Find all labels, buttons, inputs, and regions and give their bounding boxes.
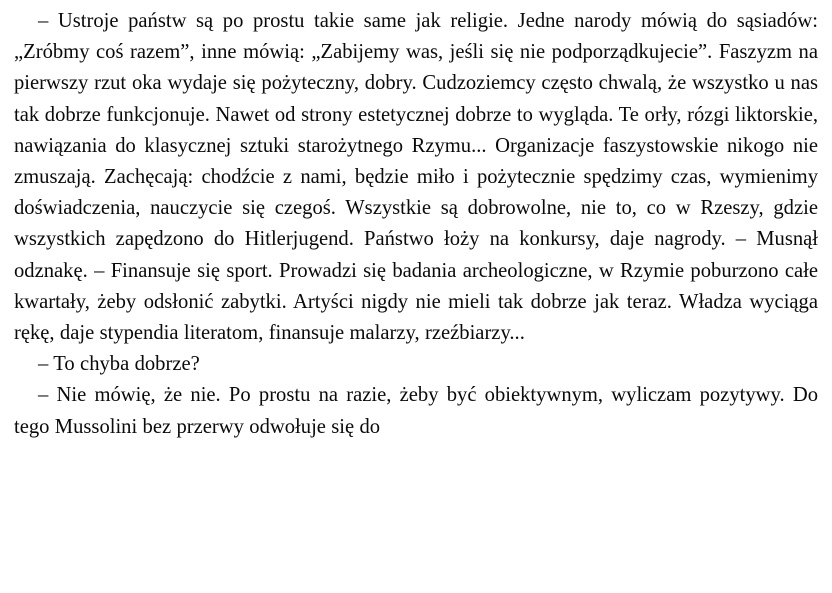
paragraph-3: – Nie mówię, że nie. Po prostu na razie, żeby być obiektywnym, wyliczam pozytywy. Do tego Mussolini bez przerwy odwołuje się do bbox=[14, 384, 818, 438]
paragraph-2: – To chyba dobrze? bbox=[38, 353, 200, 376]
paragraph-1: – Ustroje państw są po prostu takie same jak religie. Jedne narody mówią do sąsiadów: „Zróbmy coś razem”, inne mówią: „Zabijemy was, jeśli się nie podporządkujecie”. Faszyzm na pierwszy rzut oka wydaje się pożyteczny, dobry. Cudzoziemcy często chwalą, że wszystko u nas tak dobrze funkcjonuje. Nawet od strony estetycznej dobrze to wygląda. Te orły, rózgi liktorskie, nawiązania do klasycznej sztuki starożytnego Rzymu... Organizacje faszystowskie nikogo nie zmuszają. Zachęcają: chodźcie z nami, będzie miło i pożytecznie spędzimy czas, wymienimy doświadczenia, nauczycie się czegoś. Wszystkie są dobrowolne, nie to, co w Rzeszy, gdzie wszystkich zapędzono do Hitlerjugend. Państwo łoży na konkursy, daje nagrody. – Musnął odznakę. – Finansuje się sport. Prowadzi się badania archeologiczne, w Rzymie poburzono całe kwartały, żeby odsłonić zabytki. Artyści nigdy nie mieli tak dobrze jak teraz. Władza wyciąga rękę, daje stypendia literatom, finansuje malarzy, rzeźbiarzy... bbox=[14, 10, 818, 345]
